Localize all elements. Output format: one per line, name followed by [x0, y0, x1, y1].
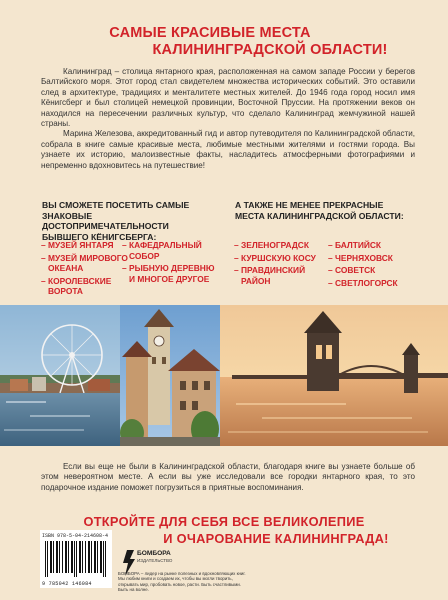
clock-tower-buildings-photo: [120, 305, 220, 446]
title-line-2: КАЛИНИНГРАДСКОЙ ОБЛАСТИ!: [152, 42, 388, 58]
list-item: – ПРАВДИНСКИЙ РАЙОН: [234, 265, 306, 286]
slogan-line-1: ОТКРОЙТЕ ДЛЯ СЕБЯ ВСЕ ВЕЛИКОЛЕПИЕ: [83, 514, 365, 529]
list-item: – БАЛТИЙСК: [328, 240, 382, 250]
list-item: – КАФЕДРАЛЬНЫЙ СОБОР: [122, 240, 202, 261]
outro-paragraph: Если вы еще не были в Калининградской области, благодаря книге вы узнаете больше об этом невероятном месте. А если вы уже исследовали все городки янтарного края, то это подарочное издание поможет погрузиться в приятные воспоминания.: [41, 462, 415, 492]
publisher-name: БОМБОРА: [137, 550, 171, 557]
list-item: – МУЗЕЙ ЯНТАРЯ: [41, 240, 114, 250]
region-places-list-col2: [328, 240, 413, 290]
list-item: – МУЗЕЙ МИРОВОГО ОКЕАНА: [41, 252, 128, 274]
isbn-text: ISBN 978-5-04-214608-4: [42, 533, 109, 539]
publisher-subtitle: ИЗДАТЕЛЬСТВО: [137, 558, 173, 563]
list-item: – КУРШСКУЮ КОСУ: [234, 252, 316, 263]
photo-strip: [0, 305, 448, 446]
barcode-number: 9 785042 146084: [42, 581, 92, 587]
list-item: – РЫБНУЮ ДЕРЕВНЮ И МНОГОЕ ДРУГОЕ: [122, 263, 215, 284]
outro-text: [41, 462, 415, 493]
attractions-header: ВЫ СМОЖЕТЕ ПОСЕТИТЬ САМЫЕ ЗНАКОВЫЕ ДОСТОПРИМЕЧАТЕЛЬНОСТИ БЫВШЕГО КЁНИГСБЕРГА:: [42, 200, 190, 242]
intro-paragraph-2: Марина Железова, аккредитованный гид и автор путеводителя по Калининградской области, собрала в книге самые красивые места, любимые местными жителями и гостями города. Вы узнаете их историю, малоизвестные факты, насладитесь атмосферными фотографиями и непременно вдохновитесь на путешествие!: [41, 129, 415, 170]
list-item: – СВЕТЛОГОРСК: [328, 277, 398, 288]
list-item: – ЗЕЛЕНОГРАДСК: [234, 240, 309, 250]
intro-text: [41, 67, 415, 171]
region-places-header: А ТАКЖЕ НЕ МЕНЕЕ ПРЕКРАСНЫЕ МЕСТА КАЛИНИНГРАДСКОЙ ОБЛАСТИ:: [235, 200, 404, 221]
region-places-list-col1: [234, 240, 329, 288]
slogan-line-2: И ОЧАРОВАНИЕ КАЛИНИНГРАДА!: [163, 531, 389, 546]
intro-paragraph-1: Калининград – столица янтарного края, расположенная на самом западе России у берегов Балтийского моря. Этот город стал свидетелем множества исторических событий. Это оставили след в архитектуре, традициях и менталитете местных жителей. До 1946 года город носил имя Кёнигсберг и был столицей немецкой провинции, Восточной Пруссии. На протяжении веков он находился на пересечении различных культур, что сделало Калининград жемчужиной нашей страны.: [41, 67, 415, 129]
queen-louise-bridge-photo: [220, 305, 448, 446]
list-item: – КОРОЛЕВСКИЕ ВОРОТА: [41, 275, 112, 297]
barcode-icon: [45, 541, 107, 577]
list-item: – СОВЕТСК: [328, 265, 376, 276]
publisher-imprint: БОМБОРА – лидер на рынке полезных и вдохновляющих книг. Мы любим книги и создаем их, чтобы вы могли творить, открывать мир, пробовать новое, расти. Быть счастливыми. Быть на волне.: [118, 571, 246, 593]
isbn-barcode: [40, 530, 112, 588]
ferris-wheel-harbor-photo: [0, 305, 120, 446]
list-item: – ЧЕРНЯХОВСК: [328, 252, 393, 263]
title-line-1: САМЫЕ КРАСИВЫЕ МЕСТА: [109, 25, 311, 41]
attractions-list-col2: [122, 240, 217, 286]
